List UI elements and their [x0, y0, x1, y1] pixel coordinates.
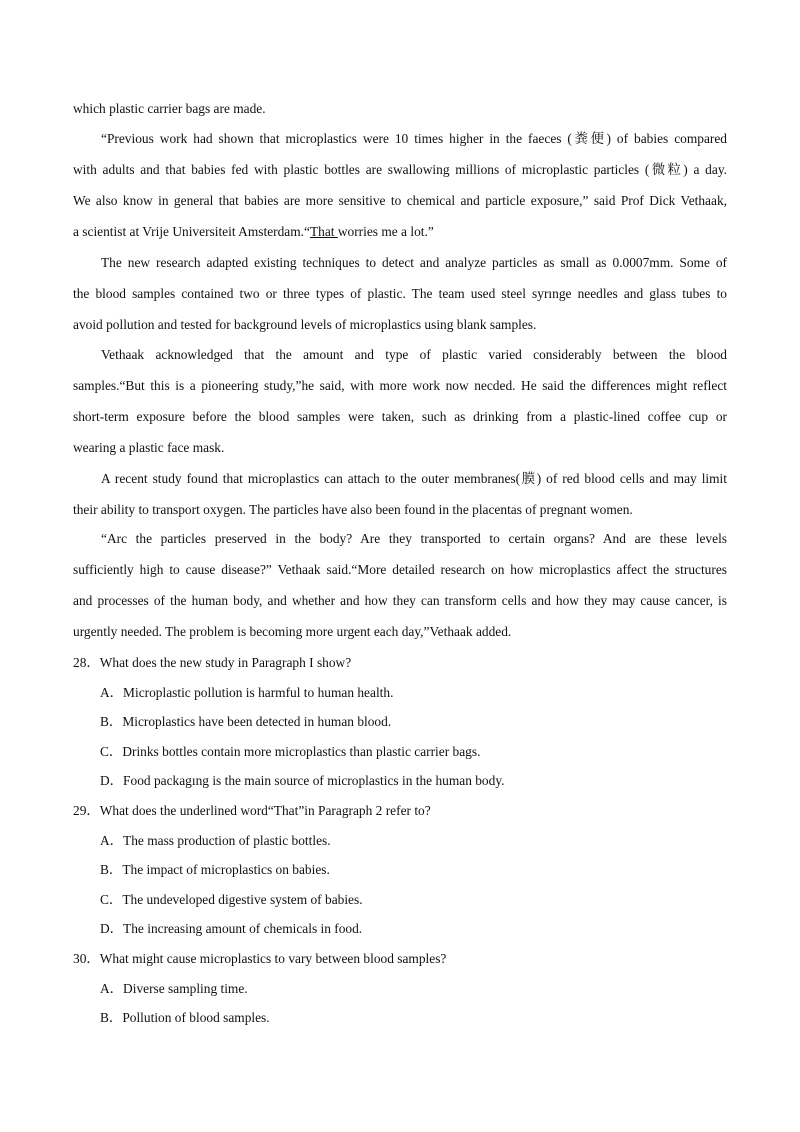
question-29-option-d[interactable]: D．The increasing amount of chemicals in food. [100, 921, 363, 936]
question-30-stem: 30．What might cause microplastics to vary between blood samples? [73, 951, 447, 966]
paragraph-recent-study [73, 470, 727, 532]
paragraph-vethaak-acknowledged [73, 346, 727, 470]
paragraph-new-research [73, 254, 727, 347]
text-line: and processes of the human body, and whether and how they can transform cells and how they may cause cancer, is [73, 593, 727, 608]
question-28-option-b[interactable]: B．Microplastics have been detected in human blood. [100, 714, 392, 729]
paragraph-previous-work [73, 130, 727, 254]
underlined-word-that: That [309, 224, 338, 239]
question-29-stem: 29．What does the underlined word“That”in Paragraph 2 refer to? [73, 803, 431, 818]
text-run: a scientist at Vrije Universiteit Amsterdam.“ [73, 224, 310, 239]
paragraph-continuation [73, 100, 727, 131]
text-line: samples.“But this is a pioneering study,”he said, with more work now necded. He said the differences might reflect [73, 378, 727, 393]
text-line: wearing a plastic face mask. [73, 440, 225, 455]
text-line: which plastic carrier bags are made. [73, 101, 266, 116]
question-29-option-b[interactable]: B．The impact of microplastics on babies. [100, 862, 330, 877]
question-29-option-c[interactable]: C．The undeveloped digestive system of babies. [100, 892, 363, 907]
text-line: “Previous work had shown that microplastics were 10 times higher in the faeces (粪便) of babies compared [101, 131, 727, 146]
text-line: urgently needed. The problem is becoming more urgent each day,”Vethaak added. [73, 624, 512, 639]
question-28-option-a[interactable]: A．Microplastic pollution is harmful to human health. [100, 685, 394, 700]
text-line: A recent study found that microplastics can attach to the outer membranes(膜) of red blood cells and may limit [101, 471, 727, 486]
text-line: short-term exposure before the blood samples were taken, such as drinking from a plastic-lined coffee cup or [73, 409, 727, 424]
text-line [73, 223, 727, 254]
text-line: the blood samples contained two or three types of plastic. The team used steel syrınge needles and glass tubes to [73, 286, 727, 301]
text-line: their ability to transport oxygen. The particles have also been found in the placentas of pregnant women. [73, 502, 633, 517]
text-line: Vethaak acknowledged that the amount and type of plastic varied considerably between the blood [101, 347, 727, 362]
question-30-option-a[interactable]: A．Diverse sampling time. [100, 981, 248, 996]
text-line: “Arc the particles preserved in the body? Are they transported to certain organs? And are these levels [101, 531, 727, 546]
question-30-option-b[interactable]: B．Pollution of blood samples. [100, 1010, 270, 1025]
question-29-option-a[interactable]: A．The mass production of plastic bottles. [100, 833, 331, 848]
question-28-stem: 28．What does the new study in Paragraph I show? [73, 655, 352, 670]
text-run: worries me a lot.” [337, 224, 434, 239]
question-28-option-d[interactable]: D．Food packagıng is the main source of microplastics in the human body. [100, 773, 505, 788]
text-line: sufficiently high to cause disease?” Vethaak said.“More detailed research on how microplastics affect the structures [73, 562, 727, 577]
text-line: We also know in general that babies are more sensitive to chemical and particle exposure,” said Prof Dick Vethaak, [73, 193, 727, 208]
text-line: avoid pollution and tested for background levels of microplastics using blank samples. [73, 317, 537, 332]
paragraph-questions-quote [73, 530, 727, 654]
text-line: with adults and that babies fed with plastic bottles are swallowing millions of microplastic particles (微粒) a day. [73, 162, 727, 177]
question-28-option-c[interactable]: C．Drinks bottles contain more microplastics than plastic carrier bags. [100, 744, 481, 759]
text-line: The new research adapted existing techniques to detect and analyze particles as small as 0.0007mm. Some of [101, 255, 727, 270]
